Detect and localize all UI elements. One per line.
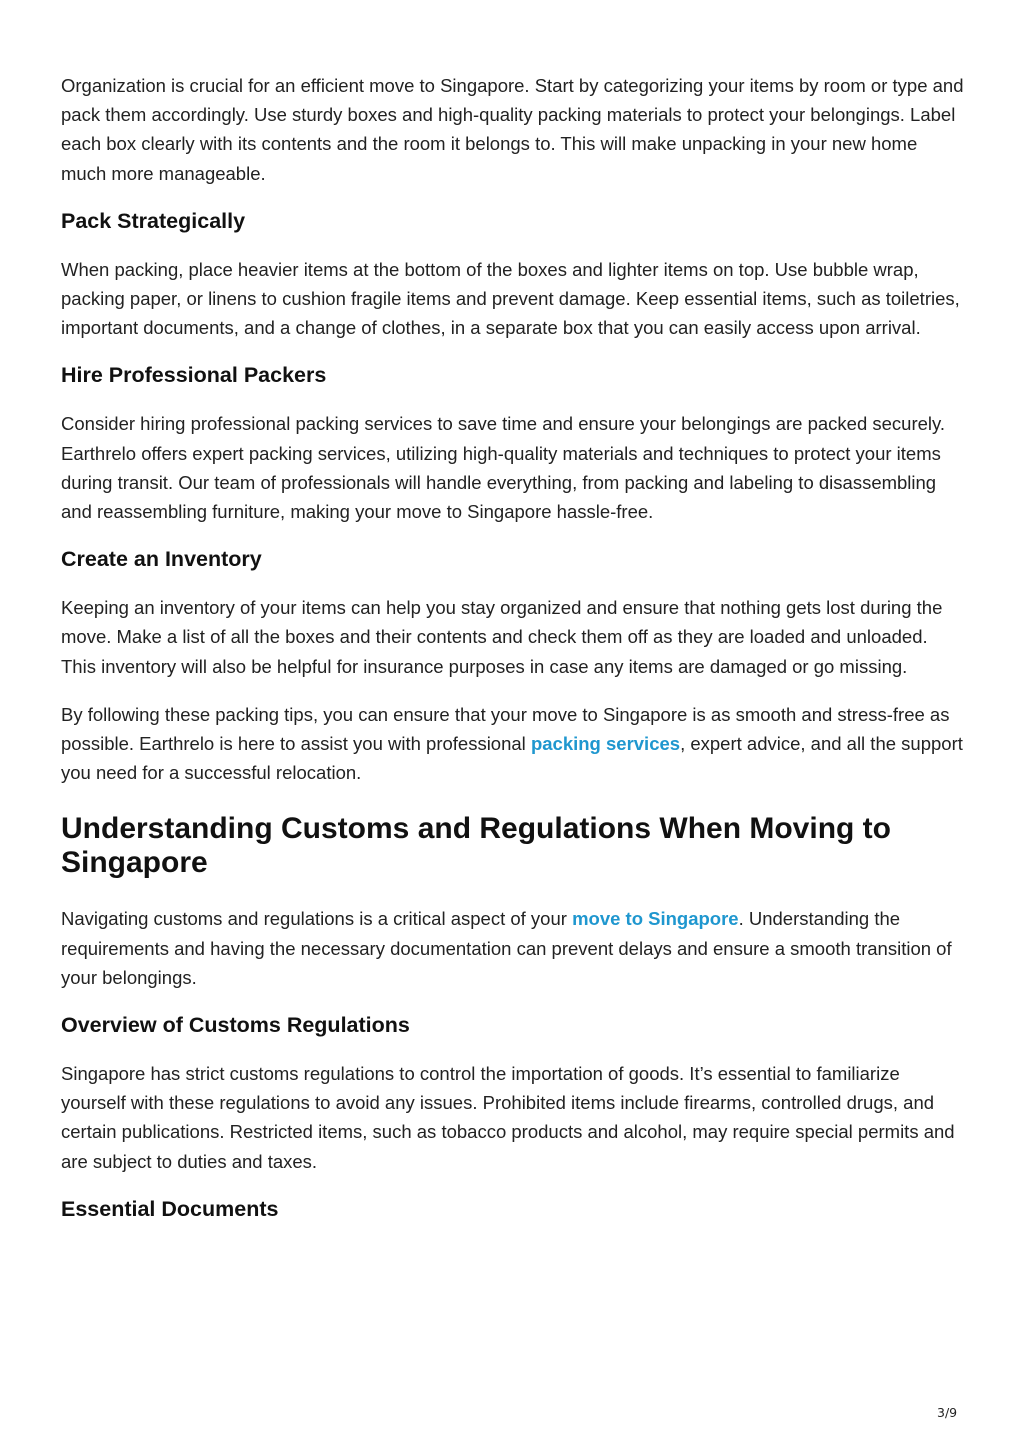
conclusion-text-after-link: , expert advice, and all the support you need for a successful relocation. [61, 733, 963, 784]
customs-intro-paragraph [61, 904, 966, 992]
conclusion-text-before-link: By following these packing tips, you can ensure that your move to Singapore is as smooth and stress-free as possible. Earthrelo is here to assist you with professional [61, 703, 950, 755]
pack-strategically-paragraph: When packing, place heavier items at the bottom of the boxes and lighter items on top. Use bubble wrap, packing paper, or linens to cushion fragile items and prevent damage. Keep essential items, such as toiletries, important documents, and a change of clothes, in a separate box that you can easily access upon arrival. [61, 258, 960, 339]
hire-packers-paragraph: Consider hiring professional packing services to save time and ensure your belongings are packed securely. Earthrelo offers expert packing services, utilizing high-quality materials and techniques to protect your items during transit. Our team of professionals will handle everything, from packing and labeling to disassembling and reassembling furniture, making your move to Singapore hassle-free. [61, 413, 946, 523]
packing-services-link[interactable]: packing services [530, 733, 681, 755]
heading-hire-professional-packers: Hire Professional Packers [61, 363, 327, 388]
customs-intro-text-after-link: . Understanding the requirements and having the necessary documentation can prevent delays and ensure a smooth transition of your belongings. [61, 908, 952, 988]
customs-intro-text-before-link: Navigating customs and regulations is a critical aspect of your [61, 908, 573, 930]
inventory-paragraph: Keeping an inventory of your items can help you stay organized and ensure that nothing gets lost during the move. Make a list of all the boxes and their contents and check them off as they are loaded and unloaded. This inventory will also be helpful for insurance purposes in case any items are damaged or go missing. [61, 597, 943, 677]
heading-create-inventory: Create an Inventory [61, 547, 262, 572]
customs-overview-paragraph: Singapore has strict customs regulations to control the importation of goods. It’s essential to familiarize yourself with these regulations to avoid any issues. Prohibited items include firearms, controlled drugs, and certain publications. Restricted items, such as tobacco products and alcohol, may require special permits and are subject to duties and taxes. [61, 1063, 955, 1172]
move-to-singapore-link[interactable]: move to Singapore [572, 908, 739, 930]
conclusion-paragraph [61, 700, 966, 788]
heading-customs-overview: Overview of Customs Regulations [61, 1013, 410, 1038]
intro-paragraph: Organization is crucial for an efficient move to Singapore. Start by categorizing your items by room or type and pack them accordingly. Use sturdy boxes and high-quality packing materials to protect your belongings. Label each box clearly with its contents and the room it belongs to. This will make unpacking in your new home much more manageable. [61, 75, 964, 184]
document-body [61, 71, 966, 1223]
page-number: 3/9 [937, 1405, 958, 1420]
heading-essential-documents: Essential Documents [61, 1196, 279, 1221]
heading-pack-strategically: Pack Strategically [61, 208, 246, 233]
heading-customs-and-regulations: Understanding Customs and Regulations When Moving to Singapore [61, 812, 891, 880]
